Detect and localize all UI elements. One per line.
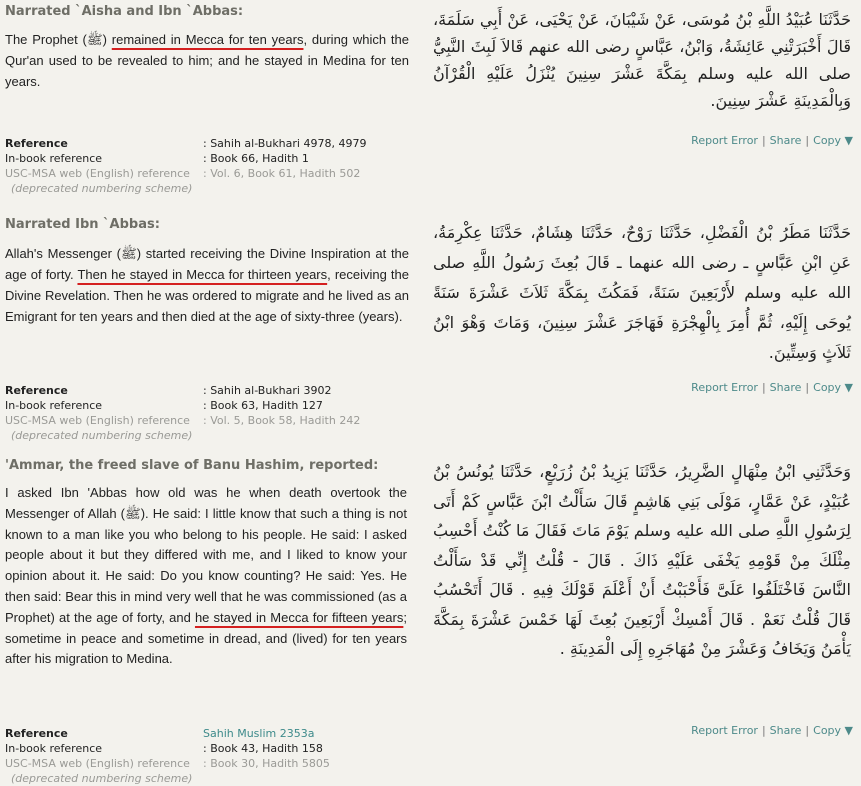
- share-link[interactable]: Share: [769, 134, 802, 147]
- hadith-block-1: [0, 0, 861, 200]
- reference-table: [5, 726, 330, 786]
- inbook-reference-row: [5, 398, 360, 413]
- usc-reference-row: [5, 166, 366, 181]
- separator: |: [761, 134, 766, 147]
- inbook-reference-label: In-book reference: [5, 152, 103, 165]
- narrator: 'Ammar, the freed slave of Banu Hashim, reported:: [5, 458, 379, 473]
- share-link[interactable]: Share: [769, 724, 802, 737]
- report-error-link[interactable]: Report Error: [691, 724, 758, 737]
- usc-reference-label: USC-MSA web (English) reference: [5, 414, 190, 427]
- reference-label: Reference: [5, 137, 68, 150]
- reference-value-link[interactable]: Sahih Muslim 2353a: [203, 727, 315, 740]
- usc-reference-label: USC-MSA web (English) reference: [5, 167, 190, 180]
- reference-table: [5, 383, 360, 443]
- english-text: [5, 29, 409, 92]
- english-text-post: ; sometime in peace and sometime in dread, and (lived) for ten years after his migration to Medina.: [5, 609, 407, 667]
- report-error-link[interactable]: Report Error: [691, 134, 758, 147]
- hadith-block-3: [0, 456, 861, 786]
- report-error-link[interactable]: Report Error: [691, 381, 758, 394]
- deprecated-note: (deprecated numbering scheme): [11, 772, 193, 785]
- english-text-post: , during which the Qur'an used to be revealed to him; and he stayed in Medina for ten years.: [5, 32, 409, 89]
- usc-reference-row: [5, 413, 360, 428]
- usc-reference-row: [5, 756, 330, 771]
- deprecated-note: (deprecated numbering scheme): [11, 182, 193, 195]
- separator: |: [761, 381, 766, 394]
- reference-label: Reference: [5, 727, 68, 740]
- separator: |: [805, 134, 810, 147]
- inbook-reference-row: [5, 741, 330, 756]
- hadith-actions: [691, 724, 853, 737]
- separator: |: [761, 724, 766, 737]
- deprecated-note: (deprecated numbering scheme): [11, 429, 193, 442]
- narrator: Narrated `Aisha and Ibn `Abbas:: [5, 4, 244, 19]
- separator: |: [805, 724, 810, 737]
- english-text: [5, 483, 407, 670]
- arabic-text: حَدَّثَنَا مَطَرُ بْنُ الْفَضْلِ، حَدَّثَنَا رَوْحٌ، حَدَّثَنَا هِشَامٌ، حَدَّثَنَا عِكْرِمَةُ، عَنِ ابْنِ عَبَّاسٍ ـ رضى الله عنهما ـ قَالَ بُعِثَ رَسُولُ اللَّهِ صلى الله عليه وسلم لأَرْبَعِينَ سَنَةً، فَمَكُثَ بِمَكَّةَ ثَلاَثَ عَشْرَةَ سَنَةً يُوحَى إِلَيْهِ، ثُمَّ أُمِرَ بِالْهِجْرَةِ فَهَاجَرَ عَشْرَ سِنِينَ، وَمَاتَ وَهْوَ ابْنُ ثَلاَثٍ وَسِتِّينَ.: [433, 223, 851, 362]
- english-text-pre: The Prophet (ﷺ): [5, 32, 112, 47]
- inbook-reference-value: : Book 66, Hadith 1: [203, 152, 309, 165]
- copy-dropdown[interactable]: Copy ▼: [813, 134, 853, 147]
- hadith-actions: [691, 381, 853, 394]
- reference-row: [5, 726, 330, 741]
- reference-table: [5, 136, 366, 196]
- copy-dropdown[interactable]: Copy ▼: [813, 381, 853, 394]
- arabic-text: حَدَّثَنَا عُبَيْدُ اللَّهِ بْنُ مُوسَى، عَنْ شَيْبَانَ، عَنْ يَحْيَى، عَنْ أَبِي سَلَمَةَ، قَالَ أَخْبَرَتْنِي عَائِشَةُ، وَابْنُ، عَبَّاسٍ رضى الله عنهم قَالاَ لَبِثَ النَّبِيُّ صلى الله عليه وسلم بِمَكَّةَ عَشْرَ سِنِينَ يُنْزَلُ عَلَيْهِ الْقُرْآنُ وَبِالْمَدِينَةِ عَشْرَ سِنِينَ.: [433, 10, 851, 110]
- reference-value: : Sahih al-Bukhari 3902: [203, 384, 332, 397]
- arabic-text: وَحَدَّثَنِي ابْنُ مِنْهَالٍ الضَّرِيرُ، حَدَّثَنَا يَزِيدُ بْنُ زُرَيْعٍ، حَدَّثَنَا يُونُسُ بْنُ عُبَيْدٍ، عَنْ عَمَّارٍ، مَوْلَى بَنِي هَاشِمٍ قَالَ سَأَلْتُ ابْنَ عَبَّاسٍ كَمْ أَتَى لِرَسُولِ اللَّهِ صلى الله عليه وسلم يَوْمَ مَاتَ فَقَالَ مَا كُنْتُ أَحْسِبُ مِثْلَكَ مِنْ قَوْمِهِ يَخْفَى عَلَيْهِ ذَاكَ ‏.‏ قَالَ - قُلْتُ إِنِّي قَدْ سَأَلْتُ النَّاسَ فَاخْتَلَفُوا عَلَىَّ فَأَحْبَبْتُ أَنْ أَعْلَمَ قَوْلَكَ فِيهِ ‏.‏ قَالَ أَتَحْسُبُ قَالَ قُلْتُ نَعَمْ ‏.‏ قَالَ أَمْسِكْ أَرْبَعِينَ بُعِثَ لَهَا خَمْسَ عَشْرَةَ بِمَكَّةَ يَأْمَنُ وَيَخَافُ وَعَشْرَ مِنْ مُهَاجَرِهِ إِلَى الْمَدِينَةِ ‏.‏: [433, 462, 851, 658]
- highlighted-phrase: he stayed in Mecca for fifteen years: [194, 609, 404, 625]
- inbook-reference-value: : Book 43, Hadith 158: [203, 742, 323, 755]
- share-link[interactable]: Share: [769, 381, 802, 394]
- highlighted-phrase: Then he stayed in Mecca for thirteen years: [77, 267, 328, 282]
- usc-reference-value: : Book 30, Hadith 5805: [203, 757, 330, 770]
- highlighted-phrase: remained in Mecca for ten years: [111, 32, 304, 47]
- inbook-reference-label: In-book reference: [5, 742, 103, 755]
- english-text: [5, 243, 409, 327]
- english-text-pre: I asked Ibn 'Abbas how old was he when death overtook the Messenger of Allah (ﷺ). He said: I little know that such a thing is not known to a man like you who belong to his people. He said: I asked people about it but they differed with me, and I liked to know your opinion about it. He said: Do you know counting? He said: Yes. He then said: Bear this in mind very well that he was commissioned (as a Prophet) at the age of forty, and: [5, 485, 407, 625]
- inbook-reference-row: [5, 151, 366, 166]
- english-text-pre: Allah's Messenger (ﷺ) started receiving the Divine Inspiration at the age of forty.: [5, 246, 410, 282]
- usc-reference-value: : Vol. 6, Book 61, Hadith 502: [203, 167, 361, 180]
- inbook-reference-value: : Book 63, Hadith 127: [203, 399, 323, 412]
- reference-row: [5, 136, 366, 151]
- reference-value: : Sahih al-Bukhari 4978, 4979: [203, 137, 367, 150]
- hadith-actions: [691, 134, 853, 147]
- narrator: Narrated Ibn `Abbas:: [5, 217, 160, 232]
- separator: |: [805, 381, 810, 394]
- reference-label: Reference: [5, 384, 68, 397]
- reference-row: [5, 383, 360, 398]
- english-text-post: , receiving the Divine Revelation. Then he was ordered to migrate and he lived as an Emigrant for ten years and then died at the age of sixty-three (years).: [5, 267, 410, 324]
- copy-dropdown[interactable]: Copy ▼: [813, 724, 853, 737]
- usc-reference-value: : Vol. 5, Book 58, Hadith 242: [203, 414, 361, 427]
- usc-reference-label: USC-MSA web (English) reference: [5, 757, 190, 770]
- inbook-reference-label: In-book reference: [5, 399, 103, 412]
- hadith-block-2: [0, 210, 861, 450]
